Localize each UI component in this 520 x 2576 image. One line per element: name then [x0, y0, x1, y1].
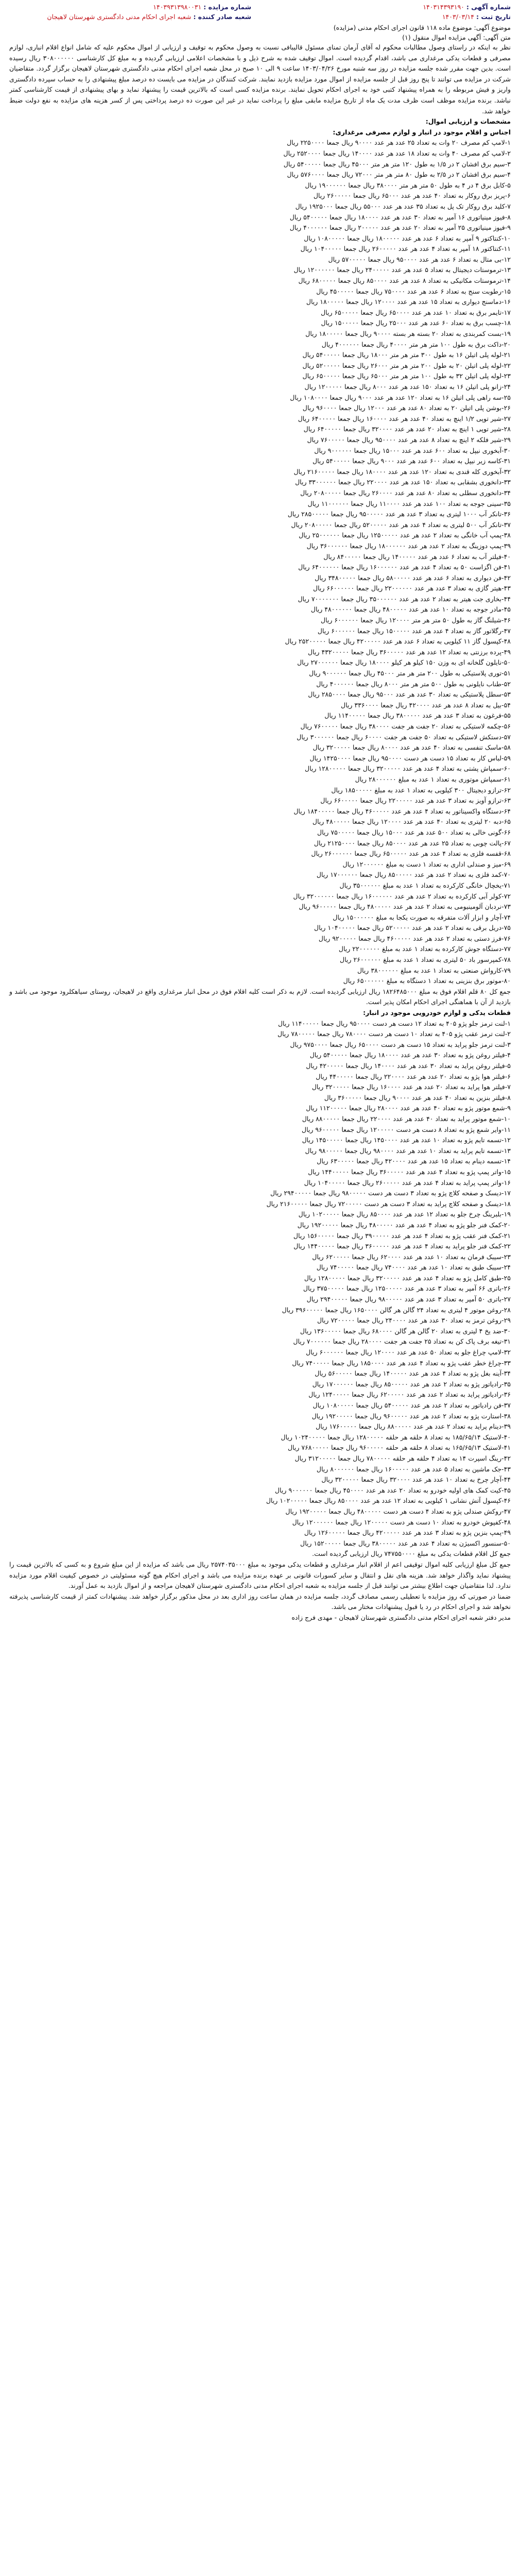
list-item: ۴۱-لاستیک ۱۶۵/۶۵/۱۳ به تعداد ۸ حلقه هر حلقه ۹۶۰۰۰۰۰ ریال جمعا ۷۶۸۰۰۰۰۰ ریال — [287, 1444, 511, 1452]
list-item: ۲۴-زانو پلی اتیلن ۱۶ به تعداد ۱۵۰ عدد هر عدد ۸۰۰۰ ریال جمعا ۱۲۰۰۰۰۰ ریال — [304, 383, 511, 391]
list-item: ۳۷-فن رادیاتور به تعداد ۲ عدد هر عدد ۵۴۰۰۰۰۰ ریال جمعا ۱۰۸۰۰۰۰۰ ریال — [313, 1401, 511, 1409]
list-item: ۶۸-قفسه فلزی به تعداد ۴ عدد هر عدد ۶۵۰۰۰۰۰ ریال جمعا ۲۶۰۰۰۰۰۰ ریال — [311, 850, 511, 858]
list-item: ۴۹-پمپ بنزین پژو به تعداد ۳ عدد هر عدد ۴۲۰۰۰۰۰ ریال جمعا ۱۲۶۰۰۰۰۰ ریال — [304, 1529, 511, 1537]
list-item: ۲۱-کمک فنر عقب پژو به تعداد ۴ عدد هر عدد ۳۹۰۰۰۰۰ ریال جمعا ۱۵۶۰۰۰۰۰ ریال — [293, 1231, 511, 1240]
notice-text-label: متن آگهی: آگهی مزایده اموال منقول (۱) — [402, 33, 511, 41]
list-item: ۷-فیلتر هوا پراید به تعداد ۲۰ عدد هر عدد ۱۶۰۰۰۰ ریال جمعا ۳۲۰۰۰۰۰ ریال — [311, 1083, 511, 1091]
list-item: ۹-فیوز مینیاتوری ۲۵ آمپر به تعداد ۲۰ عدد هر عدد ۲۰۰۰۰۰ ریال جمعا ۴۰۰۰۰۰۰ ریال — [289, 224, 511, 232]
list-item: ۲۷-شیر توپی ۱/۲ اینچ به تعداد ۴۰ عدد هر عدد ۱۶۰۰۰۰ ریال جمعا ۶۴۰۰۰۰۰ ریال — [298, 414, 511, 422]
list-item: ۵۶-چکمه لاستیکی به تعداد ۲۰ جفت هر جفت ۳۸۰۰۰۰ ریال جمعا ۷۶۰۰۰۰۰ ریال — [300, 722, 511, 730]
list-item: ۲۵-طبق کامل پژو به تعداد ۴ عدد هر عدد ۳۲۰۰۰۰۰ ریال جمعا ۱۲۸۰۰۰۰۰ ریال — [304, 1274, 511, 1282]
list-item: ۱۵-رطوبت سنج به تعداد ۶ عدد هر عدد ۷۵۰۰۰۰ ریال جمعا ۴۵۰۰۰۰۰ ریال — [316, 287, 511, 295]
list-item: ۴۲-فن دیواری به تعداد ۶ عدد هر عدد ۵۸۰۰۰۰۰ ریال جمعا ۳۴۸۰۰۰۰۰ ریال — [315, 573, 511, 582]
list-item: ۵۰-سنسور اکسیژن به تعداد ۴ عدد هر عدد ۳۸۰۰۰۰۰ ریال جمعا ۱۵۲۰۰۰۰۰ ریال — [300, 1539, 511, 1547]
list-item: ۵-فیلتر روغن پراید به تعداد ۳۰ عدد هر عدد ۱۴۰۰۰۰ ریال جمعا ۴۲۰۰۰۰۰ ریال — [306, 1062, 511, 1070]
list-item: ۵۱-توری پلاستیکی به طول ۲۰۰ متر هر متر ۴۵۰۰۰ ریال جمعا ۹۰۰۰۰۰۰ ریال — [309, 669, 511, 677]
header-right — [269, 2, 511, 22]
list-item: ۱۲-تسمه تایم پژو به تعداد ۱۰ عدد هر عدد ۱۴۵۰۰۰۰ ریال جمعا ۱۴۵۰۰۰۰۰ ریال — [302, 1136, 511, 1144]
list-item: ۲۳-لوله پلی اتیلن ۳۲ به طول ۱۰۰ متر هر متر ۶۵۰۰۰ ریال جمعا ۶۵۰۰۰۰۰ ریال — [302, 372, 511, 380]
closing-paragraph: مدیر دفتر شعبه اجرای احکام مدنی دادگستری شهرستان لاهیجان - مهدی فرج زاده — [291, 1613, 511, 1621]
list-item: ۲-لامپ کم مصرف ۴۰ وات به تعداد ۱۸ عدد هر عدد ۱۴۰۰۰۰ ریال جمعا ۲۵۲۰۰۰۰ ریال — [283, 149, 511, 157]
list-item: ۱۱-کنتاکتور ۱۸ آمپر به تعداد ۴ عدد هر عدد ۲۶۰۰۰۰۰ ریال جمعا ۱۰۴۰۰۰۰۰ ریال — [300, 245, 511, 253]
list-item: ۳۴-آینه بغل پژو به تعداد ۴ عدد هر عدد ۱۴۰۰۰۰۰ ریال جمعا ۵۶۰۰۰۰۰ ریال — [315, 1369, 511, 1378]
list-item: ۴۰-لاستیک ۱۸۵/۶۵/۱۴ به تعداد ۸ حلقه هر حلقه ۱۲۸۰۰۰۰۰ ریال جمعا ۱۰۲۴۰۰۰۰۰ ریال — [281, 1433, 511, 1441]
list-item: ۲۸-روغن موتور ۴ لیتری به تعداد ۲۴ گالن هر گالن ۱۶۵۰۰۰۰ ریال جمعا ۳۹۶۰۰۰۰۰ ریال — [282, 1306, 511, 1314]
list-item: ۳۱-کاسه زیر نیپل به تعداد ۶۰۰ عدد هر عدد ۹۰۰۰ ریال جمعا ۵۴۰۰۰۰۰ ریال — [312, 457, 511, 465]
list-item: ۶۶-گونی خالی به تعداد ۵۰۰ عدد هر عدد ۱۵۰۰۰ ریال جمعا ۷۵۰۰۰۰۰ ریال — [317, 828, 511, 836]
list-item: ۷۴-آچار و ابزار آلات متفرقه به صورت یکجا به مبلغ ۱۵۰۰۰۰۰۰ ریال — [333, 913, 511, 921]
list-item: ۱۱-وایر شمع پژو به تعداد ۸ دست هر دست ۱۲۰۰۰۰۰ ریال جمعا ۹۶۰۰۰۰۰ ریال — [301, 1125, 511, 1133]
list-item: ۳۵-سینی جوجه به تعداد ۱۰۰ عدد هر عدد ۱۱۰۰۰۰ ریال جمعا ۱۱۰۰۰۰۰۰ ریال — [307, 499, 511, 507]
list-item: ۳-لنت ترمز جلو پراید به تعداد ۱۵ دست هر دست ۶۵۰۰۰۰ ریال جمعا ۹۷۵۰۰۰۰ ریال — [290, 1040, 511, 1048]
notice-no-label: شماره مزایده : — [203, 3, 251, 11]
list-item: ۵۷-دستکش لاستیکی به تعداد ۵۰ جفت هر جفت ۶۰۰۰۰ ریال جمعا ۳۰۰۰۰۰۰ ریال — [297, 733, 511, 741]
list-item: ۵۲-طناب نایلونی به طول ۵۰۰ متر هر متر ۸۰۰۰ ریال جمعا ۴۰۰۰۰۰۰ ریال — [316, 680, 511, 688]
list-item: ۱۳-تسمه تایم پراید به تعداد ۱۰ عدد هر عدد ۹۸۰۰۰۰ ریال جمعا ۹۸۰۰۰۰۰ ریال — [305, 1146, 511, 1155]
list-item: ۳۶-تانکر آب ۱۰۰۰ لیتری به تعداد ۳ عدد هر عدد ۹۵۰۰۰۰۰ ریال جمعا ۲۸۵۰۰۰۰۰ ریال — [287, 510, 511, 518]
list-item: ۲۱-لوله پلی اتیلن ۱۶ به طول ۳۰۰ متر هر متر ۱۸۰۰۰ ریال جمعا ۵۴۰۰۰۰۰ ریال — [302, 351, 511, 359]
announce-no-line — [269, 2, 511, 12]
list-item: ۴۶-کپسول آتش نشانی ۱ کیلویی به تعداد ۱۲ عدد هر عدد ۸۵۰۰۰۰ ریال جمعا ۱۰۲۰۰۰۰۰ ریال — [266, 1497, 511, 1505]
section2-sum: جمع کل اقلام قطعات یدکی به مبلغ ۷۴۷۵۵۰۰۰۰ ریال ارزیابی گردیده است. — [312, 1550, 511, 1558]
list-item: ۳۶-رادیاتور پراید به تعداد ۲ عدد هر عدد ۶۲۰۰۰۰۰ ریال جمعا ۱۲۴۰۰۰۰۰ ریال — [308, 1391, 511, 1399]
list-item: ۳۳-چراغ خطر عقب پژو به تعداد ۴ عدد هر عدد ۱۸۵۰۰۰۰ ریال جمعا ۷۴۰۰۰۰۰ ریال — [292, 1359, 511, 1367]
list-item: ۴۶-شیلنگ گاز به طول ۵۰ متر هر متر ۱۲۰۰۰۰ ریال جمعا ۶۰۰۰۰۰۰ ریال — [320, 616, 511, 624]
announce-no: ۱۴۰۳۱۴۳۹۳۱۹۰ — [423, 3, 464, 11]
list-item: ۷۹-کارواش صنعتی به تعداد ۱ عدد به مبلغ ۳۸۰۰۰۰۰۰ ریال — [357, 966, 511, 974]
list-item: ۱۶-دماسنج دیواری به تعداد ۱۵ عدد هر عدد ۱۲۰۰۰۰ ریال جمعا ۱۸۰۰۰۰۰ ریال — [306, 298, 511, 306]
list-item: ۴۵-مادر جوجه به تعداد ۱۰ عدد هر عدد ۴۸۰۰۰۰۰ ریال جمعا ۴۸۰۰۰۰۰۰ ریال — [310, 605, 511, 614]
notice-no: ۱۴۰۳۹۳۱۳۹۸۰۰۳۱ — [153, 3, 202, 11]
closing-paragraph: جمع کل مبلغ ارزیابی کلیه اموال توقیفی اعم از اقلام انبار مرغداری و قطعات یدکی موجود به مبلغ ۲۵۷۴۰۳۵۰۰۰ ریال می باشد که مزایده از این مبلغ شروع و به کسی که بالاترین قیمت را پیشنهاد نماید واگذار خواهد شد. هزینه های نقل و انتقال و سایر کسورات قانونی بر عهده برنده مزایده می باشد و اجرای احکام هیچ گونه مسئولیتی در خصوص کیفیت اقلام مورد مزایده ندارد. لذا متقاضیان جهت اطلاع بیشتر می توانند قبل از جلسه مزایده به شعبه اجرای احکام مدنی دادگستری شهرستان لاهیجان مراجعه و از اموال بازدید به عمل آورند. — [9, 1560, 511, 1590]
list-item: ۶۹-میز و صندلی اداری به تعداد ۱ دست به مبلغ ۱۲۰۰۰۰۰۰ ریال — [342, 860, 511, 868]
list-item: ۶۰-سمپاش پشتی به تعداد ۴ عدد هر عدد ۳۲۰۰۰۰۰ ریال جمعا ۱۲۸۰۰۰۰۰ ریال — [304, 765, 511, 773]
closing-paragraph: ضمنا در صورتی که روز مزایده با تعطیلی رسمی مصادف گردد، جلسه مزایده در همان ساعت روز اداری بعد در محل مذکور برگزار خواهد شد. پیشنهادات کمتر از قیمت کارشناسی پذیرفته نخواهد شد و اجرای احکام در رد یا قبول پیشنهادات مختار می باشد. — [9, 1592, 511, 1611]
list-item: ۴۴-آچار چرخ به تعداد ۱۰ عدد هر عدد ۳۲۰۰۰۰ ریال جمعا ۳۲۰۰۰۰۰ ریال — [321, 1476, 511, 1484]
section2-list — [9, 1019, 511, 1549]
announce-no-label: شماره آگهی : — [466, 3, 511, 11]
list-item: ۱۸-چسب برق به تعداد ۶۰ عدد هر عدد ۲۵۰۰۰ ریال جمعا ۱۵۰۰۰۰۰ ریال — [321, 319, 511, 327]
list-item: ۷۳-نردبان آلومینیومی به تعداد ۲ عدد هر عدد ۴۸۰۰۰۰۰ ریال جمعا ۹۶۰۰۰۰۰ ریال — [299, 903, 511, 911]
list-item: ۲۷-باتری ۵۰ آمپر به تعداد ۳ عدد هر عدد ۹۸۰۰۰۰۰ ریال جمعا ۲۹۴۰۰۰۰۰ ریال — [306, 1295, 511, 1303]
list-item: ۶۷-پالت چوبی به تعداد ۲۵ عدد هر عدد ۸۵۰۰۰۰ ریال جمعا ۲۱۲۵۰۰۰۰ ریال — [314, 839, 511, 847]
issuer-label: شعبه صادر کننده : — [193, 13, 251, 21]
list-item: ۶۲-ترازو دیجیتال ۳۰۰ کیلویی به تعداد ۱ عدد به مبلغ ۱۸۵۰۰۰۰۰ ریال — [331, 786, 511, 794]
section1-sum: جمع کل ۸۰ قلم اقلام فوق به مبلغ ۱۸۲۶۴۸۵۰۰۰ ریال ارزیابی گردیده است. لازم به ذکر است کلیه اقلام فوق در محل انبار مرغداری واقع در لاهیجان، روستای سیاهکلرود موجود می باشد و بازدید از آن با هماهنگی اجرای احکام امکان پذیر است. — [9, 987, 511, 1006]
list-item: ۲۹-روغن ترمز به تعداد ۳۰ عدد هر عدد ۲۴۰۰۰۰ ریال جمعا ۷۲۰۰۰۰۰ ریال — [317, 1316, 511, 1325]
issuer-line — [9, 12, 251, 22]
list-item: ۲۰-داکت برق به طول ۱۰۰ متر هر متر ۴۰۰۰۰ ریال جمعا ۴۰۰۰۰۰۰ ریال — [321, 340, 511, 348]
list-item: ۴۲-رینگ اسپرت ۱۴ به تعداد ۴ حلقه هر حلقه ۷۸۰۰۰۰۰ ریال جمعا ۳۱۲۰۰۰۰۰ ریال — [294, 1454, 511, 1462]
notice-header — [9, 2, 511, 23]
date-value: ۱۴۰۳/۰۳/۱۴ — [442, 13, 474, 21]
list-item: ۶۴-دستگاه واکسیناتور به تعداد ۴ عدد هر عدد ۴۶۰۰۰۰۰ ریال جمعا ۱۸۴۰۰۰۰۰ ریال — [293, 807, 511, 815]
list-item: ۱۶-واتر پمپ پراید به تعداد ۴ عدد هر عدد ۲۶۰۰۰۰۰ ریال جمعا ۱۰۴۰۰۰۰۰ ریال — [304, 1178, 511, 1187]
list-item: ۷۶-فرز دستی به تعداد ۲ عدد هر عدد ۴۶۰۰۰۰۰ ریال جمعا ۹۲۰۰۰۰۰ ریال — [318, 934, 511, 942]
list-item: ۴۱-فن اگزاست ۵۰ به تعداد ۴ عدد هر عدد ۱۶۰۰۰۰۰۰ ریال جمعا ۶۴۰۰۰۰۰۰ ریال — [298, 563, 511, 571]
list-item: ۷۸-کمپرسور باد ۵۰ لیتری به تعداد ۱ عدد به مبلغ ۲۶۰۰۰۰۰۰ ریال — [340, 956, 511, 964]
topic-line: موضوع آگهی: موضوع ماده ۱۱۸ قانون اجرای احکام مدنی (مزایده) — [333, 24, 511, 31]
list-item: ۴۵-کیت کمک های اولیه خودرو به تعداد ۲۰ عدد هر عدد ۴۵۰۰۰۰ ریال جمعا ۹۰۰۰۰۰۰ ریال — [274, 1486, 511, 1494]
list-item: ۶-پریز برق روکار به تعداد ۴۰ عدد هر عدد ۶۵۰۰۰ ریال جمعا ۲۶۰۰۰۰۰ ریال — [313, 192, 511, 200]
list-item: ۵۳-سطل پلاستیکی به تعداد ۳۰ عدد هر عدد ۹۵۰۰۰ ریال جمعا ۲۸۵۰۰۰۰ ریال — [308, 690, 511, 699]
list-item: ۲۶-بوشن پلی اتیلن ۲۰ به تعداد ۸۰ عدد هر عدد ۱۲۰۰۰ ریال جمعا ۹۶۰۰۰۰ ریال — [302, 404, 511, 412]
list-item: ۲۶-باتری ۶۶ آمپر به تعداد ۳ عدد هر عدد ۱۲۵۰۰۰۰۰ ریال جمعا ۳۷۵۰۰۰۰۰ ریال — [303, 1284, 511, 1293]
list-item: ۳۰-ضد یخ ۴ لیتری به تعداد ۲۰ گالن هر گالن ۶۸۰۰۰۰ ریال جمعا ۱۳۶۰۰۰۰۰ ریال — [300, 1327, 511, 1335]
section1-list — [9, 138, 511, 987]
list-item: ۸-فیلتر بنزین به تعداد ۴۰ عدد هر عدد ۹۰۰۰۰ ریال جمعا ۳۶۰۰۰۰۰ ریال — [324, 1093, 511, 1101]
list-item: ۹-شمع موتور پژو به تعداد ۴۰ عدد هر عدد ۲۸۰۰۰۰ ریال جمعا ۱۱۲۰۰۰۰۰ ریال — [306, 1104, 511, 1112]
list-item: ۳۹-دینام پراید به تعداد ۲ عدد هر عدد ۸۸۰۰۰۰۰ ریال جمعا ۱۷۶۰۰۰۰۰ ریال — [316, 1422, 511, 1431]
closing-block — [9, 1560, 511, 1623]
list-item: ۷-کلید برق روکار تک پل به تعداد ۳۵ عدد هر عدد ۵۵۰۰۰ ریال جمعا ۱۹۲۵۰۰۰ ریال — [295, 202, 511, 210]
list-item: ۱۰-شمع موتور پراید به تعداد ۴۰ عدد هر عدد ۲۲۰۰۰۰ ریال جمعا ۸۸۰۰۰۰۰ ریال — [302, 1114, 511, 1123]
list-item: ۵۸-ماسک تنفسی به تعداد ۴۰ عدد هر عدد ۸۰۰۰۰ ریال جمعا ۳۲۰۰۰۰۰ ریال — [313, 743, 511, 752]
issuer-value: شعبه اجرای احکام مدنی دادگستری شهرستان لاهیجان — [47, 13, 192, 21]
list-item: ۸۰-موتور برق بنزینی به تعداد ۱ دستگاه به مبلغ ۶۵۰۰۰۰۰۰ ریال — [343, 977, 511, 985]
list-item: ۷۱-یخچال خانگی کارکرده به تعداد ۱ عدد به مبلغ ۳۵۰۰۰۰۰۰ ریال — [339, 881, 511, 889]
list-item: ۱۵-واتر پمپ پژو به تعداد ۴ عدد هر عدد ۳۶۰۰۰۰۰ ریال جمعا ۱۴۴۰۰۰۰۰ ریال — [308, 1167, 511, 1176]
list-item: ۳۲-لامپ چراغ جلو به تعداد ۵۰ عدد هر عدد ۱۲۰۰۰۰ ریال جمعا ۶۰۰۰۰۰۰ ریال — [306, 1348, 511, 1357]
specs-heading: مشخصات و ارزیابی اموال: — [425, 117, 511, 126]
list-item: ۴-فیلتر روغن پژو به تعداد ۳۰ عدد هر عدد ۱۸۰۰۰۰ ریال جمعا ۵۴۰۰۰۰۰ ریال — [309, 1051, 511, 1059]
list-item: ۱۷-تایمر برق به تعداد ۱۰ عدد هر عدد ۶۵۰۰۰۰ ریال جمعا ۶۵۰۰۰۰۰ ریال — [321, 308, 511, 316]
list-item: ۲۰-کمک فنر جلو پژو به تعداد ۴ عدد هر عدد ۴۸۰۰۰۰۰ ریال جمعا ۱۹۲۰۰۰۰۰ ریال — [297, 1221, 511, 1229]
list-item: ۴۳-جک ماشین به تعداد ۵ عدد هر عدد ۱۶۰۰۰۰۰ ریال جمعا ۸۰۰۰۰۰۰ ریال — [316, 1465, 511, 1473]
date-label: تاریخ ثبت : — [476, 13, 511, 21]
list-item: ۲۹-شیر فلکه ۲ اینچ به تعداد ۸ عدد هر عدد ۹۵۰۰۰۰ ریال جمعا ۷۶۰۰۰۰۰ ریال — [307, 435, 511, 444]
list-item: ۱۲-بی متال به تعداد ۶ عدد هر عدد ۹۵۰۰۰۰ ریال جمعا ۵۷۰۰۰۰۰ ریال — [328, 255, 511, 263]
list-item: ۷۵-دریل برقی به تعداد ۲ عدد هر عدد ۵۲۰۰۰۰۰ ریال جمعا ۱۰۴۰۰۰۰۰ ریال — [314, 924, 511, 932]
list-item: ۸-فیوز مینیاتوری ۱۶ آمپر به تعداد ۳۰ عدد هر عدد ۱۸۰۰۰۰ ریال جمعا ۵۴۰۰۰۰۰ ریال — [289, 213, 511, 221]
list-item: ۱۰-کنتاکتور ۹ آمپر به تعداد ۶ عدد هر عدد ۱۸۰۰۰۰۰ ریال جمعا ۱۰۸۰۰۰۰۰ ریال — [304, 234, 511, 242]
list-item: ۱۹-بلبرینگ چرخ جلو به تعداد ۱۲ عدد هر عدد ۸۵۰۰۰۰ ریال جمعا ۱۰۲۰۰۰۰۰ ریال — [298, 1210, 511, 1218]
list-item: ۳۷-تانکر آب ۵۰۰ لیتری به تعداد ۴ عدد هر عدد ۵۲۰۰۰۰۰ ریال جمعا ۲۰۸۰۰۰۰۰ ریال — [291, 520, 511, 529]
list-item: ۴-سیم برق افشان ۲ در ۲/۵ به طول ۸۰ متر هر متر ۷۲۰۰۰ ریال جمعا ۵۷۶۰۰۰۰ ریال — [287, 171, 511, 179]
list-item: ۷۲-کولر آبی کارکرده به تعداد ۲ عدد هر عدد ۱۶۰۰۰۰۰۰ ریال جمعا ۳۲۰۰۰۰۰۰ ریال — [293, 892, 511, 900]
list-item: ۴۰-فیلتر آب به تعداد ۶ عدد هر عدد ۱۴۰۰۰۰۰ ریال جمعا ۸۴۰۰۰۰۰ ریال — [323, 552, 511, 561]
list-item: ۴۷-رگلاتور گاز به تعداد ۴ عدد هر عدد ۱۵۰۰۰۰۰ ریال جمعا ۶۰۰۰۰۰۰ ریال — [317, 626, 511, 635]
list-item: ۲۴-سیبک طبق به تعداد ۱۰ عدد هر عدد ۷۴۰۰۰۰ ریال جمعا ۷۴۰۰۰۰۰ ریال — [316, 1263, 511, 1272]
list-item: ۲۲-لوله پلی اتیلن ۲۰ به طول ۲۰۰ متر هر متر ۲۶۰۰۰ ریال جمعا ۵۲۰۰۰۰۰ ریال — [302, 361, 511, 369]
list-item: ۳۲-آبخوری کله قندی به تعداد ۱۲۰ عدد هر عدد ۱۸۰۰۰۰ ریال جمعا ۲۱۶۰۰۰۰۰ ریال — [293, 467, 511, 476]
list-item: ۷۰-کمد فلزی به تعداد ۲ عدد هر عدد ۸۵۰۰۰۰۰ ریال جمعا ۱۷۰۰۰۰۰۰ ریال — [316, 871, 511, 879]
list-item: ۵۵-فرغون به تعداد ۳ عدد هر عدد ۳۸۰۰۰۰۰ ریال جمعا ۱۱۴۰۰۰۰۰ ریال — [324, 711, 511, 720]
list-item: ۷۷-دستگاه جوش کارکرده به تعداد ۱ عدد به مبلغ ۲۲۰۰۰۰۰۰ ریال — [338, 945, 511, 953]
list-item: ۵-کابل برق ۴ در ۴ به طول ۵۰ متر هر متر ۳۸۰۰۰۰ ریال جمعا ۱۹۰۰۰۰۰۰ ریال — [305, 181, 511, 189]
list-item: ۲۵-سه راهی پلی اتیلن ۱۶ به تعداد ۱۲۰ عدد هر عدد ۹۰۰۰ ریال جمعا ۱۰۸۰۰۰۰ ریال — [290, 393, 511, 401]
section2-title: قطعات یدکی و لوازم خودرویی موجود در انبار: — [363, 1009, 511, 1017]
date-line — [269, 12, 511, 22]
list-item: ۳-سیم برق افشان ۲ در ۱/۵ به طول ۱۲۰ متر هر متر ۴۵۰۰۰ ریال جمعا ۵۴۰۰۰۰۰ ریال — [283, 160, 511, 168]
list-item: ۳۰-آبخوری نیپل به تعداد ۶۰۰ عدد هر عدد ۱۵۰۰۰ ریال جمعا ۹۰۰۰۰۰۰ ریال — [314, 446, 511, 454]
list-item: ۱۴-ترموستات مکانیکی به تعداد ۸ عدد هر عدد ۸۵۰۰۰۰ ریال جمعا ۶۸۰۰۰۰۰ ریال — [298, 277, 511, 285]
list-item: ۲۸-شیر توپی ۱ اینچ به تعداد ۲۰ عدد هر عدد ۳۲۰۰۰۰ ریال جمعا ۶۴۰۰۰۰۰ ریال — [303, 425, 511, 433]
list-item: ۶۵-دبه ۲۰ لیتری به تعداد ۴۰ عدد هر عدد ۱۲۰۰۰۰ ریال جمعا ۴۸۰۰۰۰۰ ریال — [312, 818, 511, 826]
list-item: ۱۹-بست کمربندی به تعداد ۲۰ بسته هر بسته ۹۰۰۰۰ ریال جمعا ۱۸۰۰۰۰۰ ریال — [305, 330, 511, 338]
header-left — [9, 2, 251, 22]
list-item: ۶-فیلتر هوا پژو به تعداد ۲۰ عدد هر عدد ۲۲۰۰۰۰ ریال جمعا ۴۴۰۰۰۰۰ ریال — [316, 1072, 511, 1080]
list-item: ۳۸-استارت پژو به تعداد ۲ عدد هر عدد ۹۶۰۰۰۰۰ ریال جمعا ۱۹۲۰۰۰۰۰ ریال — [311, 1412, 511, 1420]
list-item: ۴۸-کپسول گاز ۱۱ کیلویی به تعداد ۶ عدد هر عدد ۴۲۰۰۰۰۰ ریال جمعا ۲۵۲۰۰۰۰۰ ریال — [285, 637, 511, 646]
list-item: ۲۳-سیبک فرمان به تعداد ۱۰ عدد هر عدد ۶۲۰۰۰۰ ریال جمعا ۶۲۰۰۰۰۰ ریال — [312, 1252, 511, 1261]
list-item: ۵۹-لباس کار به تعداد ۱۵ دست هر دست ۹۵۰۰۰۰ ریال جمعا ۱۴۲۵۰۰۰۰ ریال — [309, 754, 511, 762]
list-item: ۳۱-تیغه برف پاک کن به تعداد ۲۵ جفت هر جفت ۲۸۰۰۰۰ ریال جمعا ۷۰۰۰۰۰۰ ریال — [293, 1337, 511, 1346]
list-item: ۱۴-تسمه دینام به تعداد ۱۵ عدد هر عدد ۴۲۰۰۰۰ ریال جمعا ۶۳۰۰۰۰۰ ریال — [317, 1157, 511, 1165]
list-item: ۱۳-ترموستات دیجیتال به تعداد ۵ عدد هر عدد ۲۴۰۰۰۰۰ ریال جمعا ۱۲۰۰۰۰۰۰ ریال — [293, 266, 511, 274]
list-item: ۱-لنت ترمز جلو پژو ۴۰۵ به تعداد ۱۲ دست هر دست ۹۵۰۰۰۰ ریال جمعا ۱۱۴۰۰۰۰۰ ریال — [278, 1019, 511, 1027]
list-item: ۳۳-دانخوری بشقابی به تعداد ۱۵۰ عدد هر عدد ۲۲۰۰۰۰ ریال جمعا ۳۳۰۰۰۰۰۰ ریال — [295, 478, 511, 486]
list-item: ۶۱-سمپاش موتوری به تعداد ۱ عدد به مبلغ ۲۸۰۰۰۰۰۰ ریال — [355, 775, 511, 783]
list-item: ۴۸-کفپوش خودرو به تعداد ۱۰ دست هر دست ۱۲۰۰۰۰۰ ریال جمعا ۱۲۰۰۰۰۰۰ ریال — [292, 1518, 511, 1526]
list-item: ۴۴-بخاری جت هیتر به تعداد ۲ عدد هر عدد ۳۵۰۰۰۰۰۰ ریال جمعا ۷۰۰۰۰۰۰۰ ریال — [298, 595, 511, 603]
intro-paragraph: نظر به اینکه در راستای وصول مطالبات محکوم له آقای آرمان تمنای مسئول قالیبافی نسبت به وصول محکوم به توقیف و ارزیابی از اموال محکوم علیه که شامل انواع اقلام انباری، لوازم مصرفی و قطعات یدکی مرغداری می باشد، اقدام گردیده است. اموال توقیف شده به شرح ذیل و با مشخصات اعلامی ارزیابی گردیده و به مبلغ کل کارشناسی ۳۰۸۰۰۰۰۰۰ ریال رسیده است. بدین جهت مقرر شده جلسه مزایده در روز سه شنبه مورخ ۱۴۰۳/۰۴/۲۶ ساعت ۹ الی ۱۰ صبح در محل شعبه اجرای احکام مدنی دادگستری شهرستان لاهیجان برگزار گردد. متقاضیان شرکت در مزایده می توانند تا پنج روز قبل از جلسه مزایده از اموال مورد مزایده بازدید نمایند. شرکت کنندگان در مزایده می بایست ده درصد مبلغ پیشنهادی را به حساب سپرده دادگستری واریز و فیش مربوطه را به همراه پیشنهاد کتبی خود به اجرای احکام تحویل نمایند. برنده مزایده کسی است که بالاترین قیمت را پیشنهاد نماید و بهای پیشنهادی از قیمت کارشناسی کمتر نباشد. برنده مزایده موظف است ظرف مدت یک ماه از تاریخ مزایده مابقی مبلغ را پرداخت نماید در غیر این صورت ده درصد پرداختی پس از کسر هزینه های مزایده به نفع دولت ضبط خواهد شد. — [9, 43, 511, 115]
notice-no-line — [9, 2, 251, 12]
list-item: ۳۴-دانخوری سطلی به تعداد ۸۰ عدد هر عدد ۲۶۰۰۰۰ ریال جمعا ۲۰۸۰۰۰۰۰ ریال — [300, 488, 511, 497]
list-item: ۱-لامپ کم مصرف ۲۰ وات به تعداد ۲۵ عدد هر عدد ۹۰۰۰۰ ریال جمعا ۲۲۵۰۰۰۰ ریال — [287, 139, 511, 147]
list-item: ۵۰-نایلون گلخانه ای به وزن ۱۵۰ کیلو هر کیلو ۱۸۰۰۰۰ ریال جمعا ۲۷۰۰۰۰۰۰ ریال — [297, 658, 511, 667]
list-item: ۶۳-ترازو آویز به تعداد ۳ عدد هر عدد ۲۲۰۰۰۰۰ ریال جمعا ۶۶۰۰۰۰۰ ریال — [320, 796, 511, 805]
list-item: ۵۴-بیل به تعداد ۸ عدد هر عدد ۴۲۰۰۰۰ ریال جمعا ۳۳۶۰۰۰۰ ریال — [341, 701, 511, 709]
list-item: ۲۲-کمک فنر جلو پراید به تعداد ۴ عدد هر عدد ۳۶۰۰۰۰۰ ریال جمعا ۱۴۴۰۰۰۰۰ ریال — [293, 1242, 511, 1250]
list-item: ۴۹-پرده برزنتی به تعداد ۱۲ عدد هر عدد ۳۶۰۰۰۰۰ ریال جمعا ۴۳۲۰۰۰۰۰ ریال — [308, 648, 511, 656]
list-item: ۱۷-دیسک و صفحه کلاچ پژو به تعداد ۳ دست هر دست ۹۸۰۰۰۰۰ ریال جمعا ۲۹۴۰۰۰۰۰ ریال — [270, 1189, 511, 1197]
list-item: ۴۷-روکش صندلی پژو به تعداد ۴ دست هر دست ۴۸۰۰۰۰۰ ریال جمعا ۱۹۲۰۰۰۰۰ ریال — [285, 1507, 511, 1515]
list-item: ۳۸-پمپ آب خانگی به تعداد ۲ عدد هر عدد ۱۲۵۰۰۰۰۰ ریال جمعا ۲۵۰۰۰۰۰۰ ریال — [299, 531, 511, 539]
section1-title: اجناس و اقلام موجود در انبار و لوازم مصرفی مرغداری: — [333, 128, 511, 136]
list-item: ۲-لنت ترمز عقب پژو ۴۰۵ به تعداد ۱۰ دست هر دست ۷۸۰۰۰۰ ریال جمعا ۷۸۰۰۰۰۰ ریال — [277, 1030, 511, 1038]
list-item: ۱۸-دیسک و صفحه کلاچ پراید به تعداد ۳ دست هر دست ۷۲۰۰۰۰۰ ریال جمعا ۲۱۶۰۰۰۰۰ ریال — [266, 1199, 511, 1208]
list-item: ۳۵-رادیاتور پژو به تعداد ۲ عدد هر عدد ۸۵۰۰۰۰۰ ریال جمعا ۱۷۰۰۰۰۰۰ ریال — [312, 1380, 511, 1388]
list-item: ۳۹-پمپ دوزینگ به تعداد ۲ عدد هر عدد ۱۸۰۰۰۰۰۰ ریال جمعا ۳۶۰۰۰۰۰۰ ریال — [306, 541, 511, 550]
list-item: ۴۳-هیتر گازی به تعداد ۳ عدد هر عدد ۲۲۰۰۰۰۰۰ ریال جمعا ۶۶۰۰۰۰۰۰ ریال — [313, 584, 511, 592]
